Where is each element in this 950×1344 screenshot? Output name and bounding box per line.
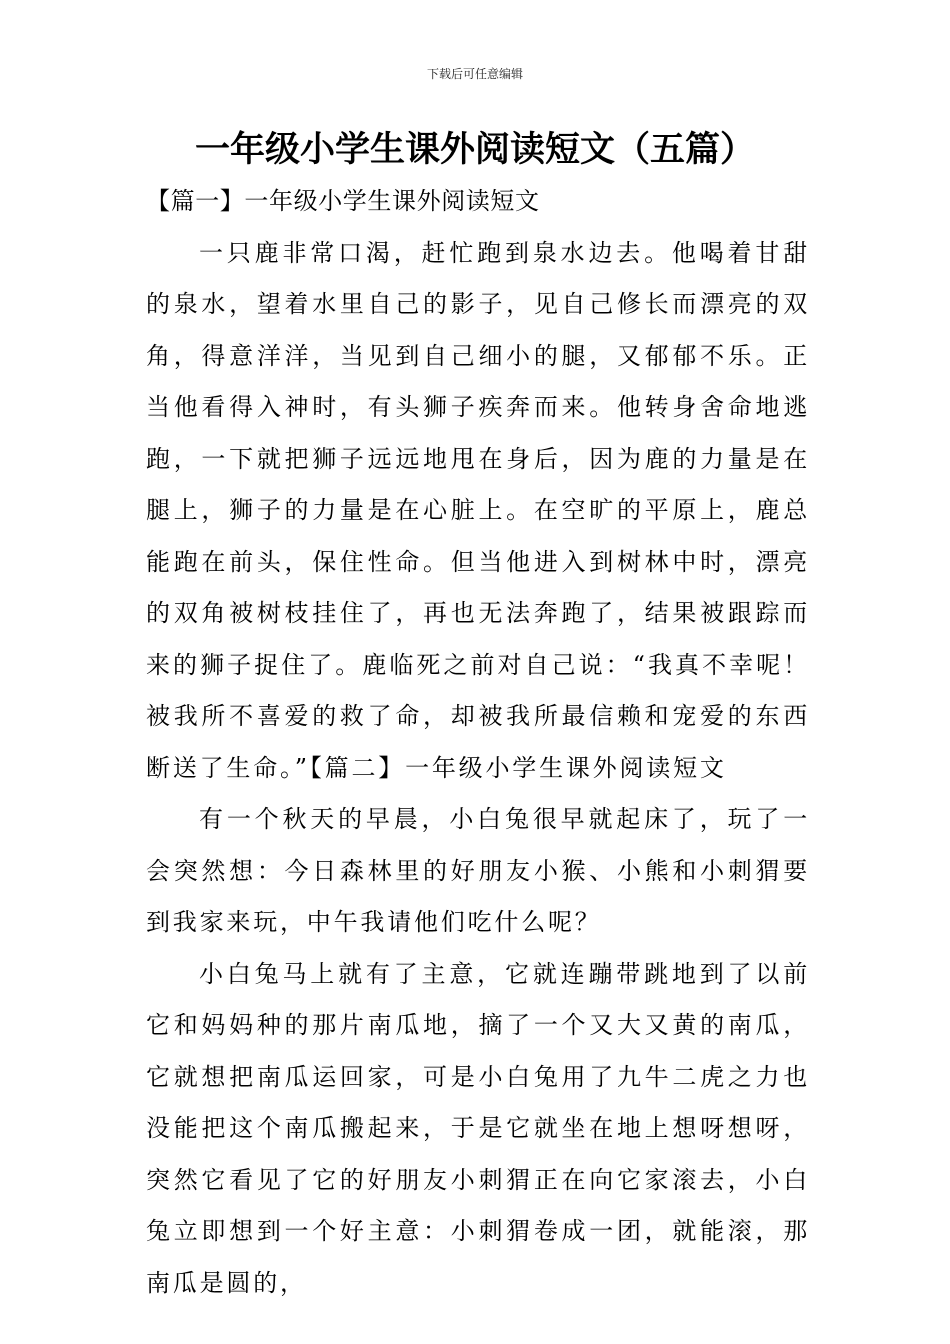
section-2-heading: 【篇二】一年级小学生课外阅读短文: [309, 753, 727, 782]
header-note: 下载后可任意编辑: [426, 67, 523, 81]
section-2-paragraph-1: 有一个秋天的早晨，小白兔很早就起床了，玩了一会突然想：今日森林里的好朋友小猴、小熊和小刺猬要到我家来玩，中午我请他们吃什么呢？: [146, 805, 810, 936]
document-body: [146, 176, 810, 1309]
section-2-paragraph-2: 小白兔马上就有了主意，它就连蹦带跳地到了以前它和妈妈种的那片南瓜地，摘了一个又大又黄的南瓜，它就想把南瓜运回家，可是小白兔用了九牛二虎之力也没能把这个南瓜搬起来，于是它就坐在地上想呀想呀，突然它看见了它的好朋友小刺猬正在向它家滚去，小白兔立即想到一个好主意：小刺猬卷成一团，就能滚，那南瓜是圆的，: [146, 959, 810, 1297]
document-title: 一年级小学生课外阅读短文（五篇）: [194, 129, 755, 170]
section-1-paragraph-text: 一只鹿非常口渴，赶忙跑到泉水边去。他喝着甘甜的泉水，望着水里自己的影子，见自己修长而漂亮的双角，得意洋洋，当见到自己细小的腿，又郁郁不乐。正当他看得入神时，有头狮子疾奔而来。他转身舍命地逃跑，一下就把狮子远远地甩在身后，因为鹿的力量是在腿上，狮子的力量是在心脏上。在空旷的平原上，鹿总能跑在前头，保住性命。但当他进入到树林中时，漂亮的双角被树枝挂住了，再也无法奔跑了，结果被跟踪而来的狮子捉住了。鹿临死之前对自己说：“我真不幸呢！被我所不喜爱的救了命，却被我所最信赖和宠爱的东西断送了生命。”: [146, 238, 810, 782]
section-1-paragraph: [146, 228, 810, 795]
section-1-heading: 【篇一】一年级小学生课外阅读短文: [146, 187, 540, 215]
